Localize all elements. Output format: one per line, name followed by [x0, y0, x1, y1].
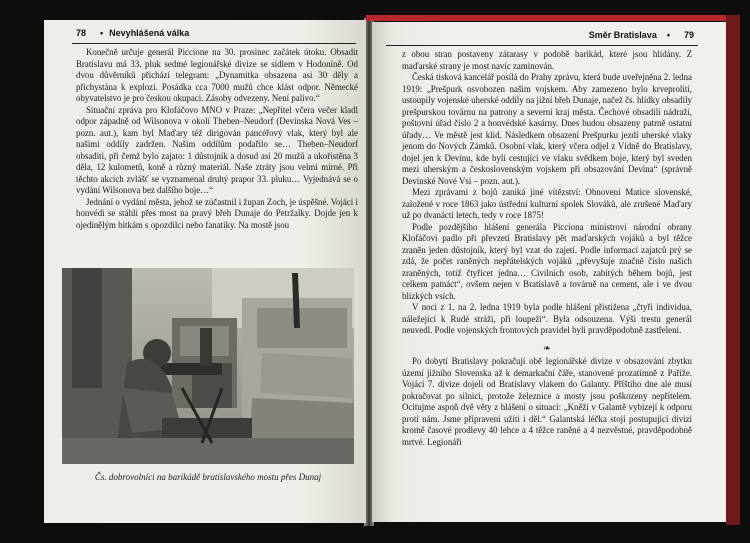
left-paragraph-2: Situační zpráva pro Klofáčovo MNO v Praze: „Nepřítel včera večer kladl odpor západně od Wilsonova v okolí Theben–Neudorf (Devínska Nová Ves – pozn. aut.), kam byl Maďary též dirigován pancéřový vlak, který byl ale našimi oddíly zadržen. Našim oddílům podařilo se… Theben–Neudorf obsaditi, při čemž bylo zajato: 1 důstojník a dosud asi 20 mužů a ukořistěna 3 děla, 12 kulometů, koně a různý materiál. Naše ztráty jsou velmi mírné. Při těchto akcích zvlášť se vyznamenal druhý prapor 33. pluku… Vyjednává se o vydání Wilsonova bez dalšího boje…“: [76, 104, 358, 195]
section-ornament: ❧: [543, 342, 551, 353]
left-page-header: [76, 28, 189, 38]
red-page-edge-top: [366, 15, 740, 21]
right-body-text: [402, 49, 692, 448]
left-body-text: [76, 47, 358, 231]
right-paragraph-1: z obou stran postaveny zátarasy v podobě barikád, které jsou hlídány. Z maďarské strany je most navíc zaminován.: [402, 49, 692, 71]
barricade-photo: [62, 268, 354, 464]
right-paragraph-5: V noci z 1. na 2. ledna 1919 byla podle hlášení přistižena „čtyři individua, náležející k Rudé stráži, při loupeži“. Byla odsouzena. Výši trestu generál neuvedl. Podle vojenských frontových pravidel byli pravděpodobně zastřeleni.: [402, 302, 692, 335]
right-header-title: Směr Bratislava: [588, 30, 657, 40]
red-page-edge-right: [726, 15, 740, 525]
left-page-number: 78: [76, 28, 87, 38]
left-header-bullet: •: [100, 28, 104, 38]
right-header-rule: [386, 45, 698, 46]
right-page-header: [589, 30, 694, 40]
right-paragraph-2: Česká tisková kancelář posílá do Prahy zprávu, která bude uveřejněna 2. ledna 1919: „Prešpurk osvobozen našim vojskem. Aby zamezeno bylo krveprolití, ustoupily vojenské uherské oddíly na jižní břeh Dunaje, načež čs. hlídky obsadily prešpurskou továrnu na patrony a severní kraj města. Čechové obsadili nádraží, poštovní úřad číslo 2 a honvédské kasárny. Dnes budou obsazeny patrně ostatní úřady… Ve městě jest klid. Následkem obsazení Prešpurku jezdí uherské vlaky jenom do Nových Zámků. Osobní vlak, který včera odjel z Vídně do Bratislavy, dojel jen k Devínu, kde byli cestující ve vlaku svědkem boje, který byl sveden mezi uherským a československým vojskem při obsazování Devína“ (správně Devínské Nové Vsi – pozn. aut.).: [402, 72, 692, 186]
left-header-title: Nevyhlášená válka: [109, 28, 190, 38]
photo-caption: Čs. dobrovolníci na barikádě bratislavského mostu přes Dunaj: [94, 472, 322, 482]
right-page: [372, 22, 726, 522]
right-page-number: 79: [683, 30, 694, 40]
left-paragraph-3: Jednání o vydání města, jehož se zúčastnil i župan Zoch, je úspěšné. Vojáci i honvédi se stáhli přes most na pravý břeh Dunaje do Petržalky. Dojde jen k ojedinělým bitkám s opozdilci nebo fanatiky. Na mostě jsou: [76, 196, 358, 230]
barricade-photo-illustration: [62, 268, 354, 464]
right-paragraph-3: Mezi zprávami z bojů zaniká jiné vítězství: Obnovení Matice slovenské, založené v roce 1863 jako ústřední kulturní spolek Slováků, ale zrušené Maďary už po dvanácti letech, tedy v roce 1875!: [402, 187, 692, 220]
right-paragraph-6: Po dobytí Bratislavy pokračují obě legionářské divize v obsazování zbytku území jižního Slovenska až k demarkační čáře, stanovené prozatímně z Paříže. Vojáci 7. divize dojeli od Bratislavy vlakem do Galanty. Příštího dne ale musí pokračovat po silnici, protože železnice a mosty jsou poškozeny nepřítelem. Ocitujme aspoň dvě věty z hlášení o situaci: „Kněží v Galantě vybízejí k odporu proti nám. Jsme připraveni užíti i děl.“ Galantská léčka stojí postupující divizi kromě časové prodlevy 40 lehce a 4 těžce raněné a 4 nezvěstné, pravděpodobně mrtvé. Legionáři: [402, 356, 692, 447]
right-header-bullet: •: [666, 30, 670, 40]
left-header-rule: [72, 43, 356, 44]
right-paragraph-4: Podle pozdějšího hlášení generála Picciona ministrovi národní obrany Klofáčovi padlo při převzetí Bratislavy pět maďarských vojáků a byl těžce zraněn jeden důstojník, který byl vzat do zajetí. Podle informací zajatců prý se zdá, že počet raněných nepřátelských vojáků „převyšuje značně číslo našich zraněných, totiž čtyřicet jedna… Civilních osob, zabitých během bojů, jest celkem patnáct“, ovšem nejen v Bratislavě a továrně na cement, ale i ve dvou blízkých vsích.: [402, 221, 692, 301]
left-paragraph-1: Konečně určuje generál Piccione na 30. prosinec začátek útoku. Obsadit Bratislavu má 33. pluk sedmé legionářské divize se sídlem v Hodoníně. Od dvou důvěrníků přichází telegram: „Dynamitka obsazena asi 30 děly a přichystána k explozi. Posádka cca 7000 mužů chce klást odpor. Německé obyvatelstvo je pro českou okupaci. Zásoby odvezeny. Není palivo.“: [76, 47, 358, 103]
left-page: [44, 20, 366, 523]
